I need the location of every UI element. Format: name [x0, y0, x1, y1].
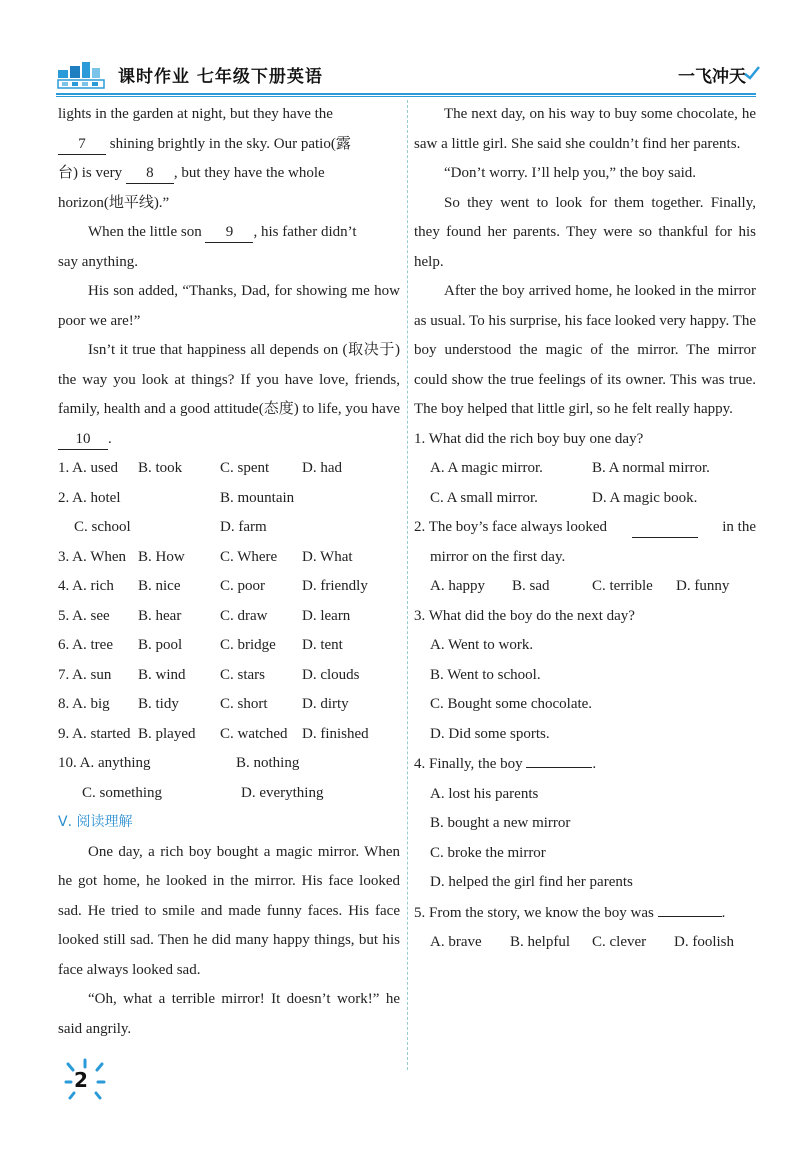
option[interactable]: C. poor [220, 578, 265, 594]
reading-paragraph: After the boy arrived home, he looked in the mirror as usual. To his surprise, his face looked very happy. The boy understood the magic of the mirror. The mirror could show the true feelings of its owner. This was true. The boy helped that little girl, so he felt really happy. [414, 283, 756, 417]
option-row-7 [58, 661, 400, 691]
option[interactable]: B. mountain [220, 489, 295, 506]
option-row-3 [58, 543, 400, 573]
option[interactable]: D. farm [220, 519, 267, 535]
text-line: Isn’t it true that happiness all depends on (取决于) the way you look at things? If you have love, friends, family, health and a good attitude(态度) to life, you have [58, 342, 400, 417]
text-line: . [592, 756, 597, 772]
option[interactable]: A. brave [430, 934, 482, 950]
option[interactable]: D. helped the girl find her parents [430, 874, 633, 890]
option[interactable]: C. watched [220, 725, 288, 742]
answer-blank-5[interactable] [658, 898, 722, 917]
option[interactable]: B. nothing [236, 755, 300, 771]
question-1-options-a [414, 454, 756, 484]
option[interactable]: C. something [82, 784, 163, 801]
reading-paragraph: The next day, on his way to buy some chocolate, he saw a little girl. She said she couldn’t find her parents. [414, 106, 756, 152]
option-row-2 [58, 484, 400, 514]
option[interactable]: A. Went to work. [430, 637, 534, 653]
option[interactable]: D. tent [302, 637, 343, 653]
text-line: lights in the garden at night, but they have the [58, 106, 333, 122]
option[interactable]: A. happy [430, 578, 485, 594]
option[interactable]: D. had [302, 460, 342, 476]
option[interactable]: D. everything [241, 784, 324, 801]
text-line: 台) is very [58, 165, 123, 181]
option[interactable]: C. clever [592, 934, 647, 950]
option[interactable]: C. A small mirror. [430, 489, 538, 506]
option[interactable]: C. spent [220, 460, 270, 476]
option[interactable]: 2. A. hotel [58, 489, 121, 506]
option[interactable]: 4. A. rich [58, 578, 114, 594]
option[interactable]: 5. A. see [58, 607, 110, 624]
option[interactable]: C. school [74, 519, 131, 535]
option-row-6 [58, 631, 400, 661]
passage-paragraph: His son added, “Thanks, Dad, for showing me how poor we are!” [58, 283, 400, 329]
option[interactable]: B. Went to school. [430, 666, 541, 683]
option[interactable]: 7. A. sun [58, 666, 112, 683]
question-5 [414, 898, 756, 929]
header-title: 课时作业 七年级下册英语 [118, 67, 323, 87]
passage-paragraph [58, 218, 400, 277]
option[interactable]: B. nice [138, 578, 181, 594]
option-row-10 [58, 749, 400, 779]
page-number: 2 [74, 1068, 88, 1092]
option[interactable]: B. tidy [138, 696, 179, 712]
option[interactable]: C. stars [220, 666, 265, 683]
option[interactable]: D. foolish [674, 934, 734, 950]
option[interactable]: D. funny [676, 578, 730, 594]
passage-paragraph [58, 100, 400, 218]
question-1-options-b [414, 484, 756, 514]
option[interactable]: D. dirty [302, 696, 349, 712]
option[interactable]: D. Did some sports. [430, 725, 550, 742]
section-title: Ⅴ. 阅读理解 [58, 814, 133, 830]
brand-name: 一飞冲天 [678, 67, 746, 87]
left-column [58, 100, 400, 1044]
blank-8[interactable]: 8 [126, 163, 174, 184]
option-row-5 [58, 602, 400, 632]
option[interactable]: 8. A. big [58, 696, 110, 712]
column-divider [407, 100, 409, 1070]
question-2-cont: mirror on the first day. [430, 548, 566, 565]
option[interactable]: 10. A. anything [58, 755, 151, 771]
question-3: 3. What did the boy do the next day? [414, 607, 635, 624]
option[interactable]: D. finished [302, 725, 369, 742]
text-line: , his father didn’t [253, 224, 357, 240]
text-line: , but they have the whole [173, 165, 325, 181]
text-line: 4. Finally, the boy [414, 756, 523, 772]
option-row-10b [58, 779, 400, 809]
header-rule [56, 93, 756, 95]
blank-7[interactable]: 7 [58, 134, 106, 155]
passage-paragraph [58, 336, 400, 454]
answer-blank-4[interactable] [526, 749, 592, 768]
option[interactable]: C. broke the mirror [430, 844, 546, 861]
option[interactable]: A. lost his parents [430, 785, 539, 802]
option[interactable]: B. A normal mirror. [592, 460, 710, 476]
question-5-options [414, 928, 756, 958]
option[interactable]: B. How [138, 548, 185, 565]
text-line: When the little son [88, 224, 202, 240]
option[interactable]: B. pool [138, 637, 183, 653]
option[interactable]: 9. A. started [58, 725, 131, 742]
option[interactable]: B. sad [512, 578, 550, 594]
book-logo-icon [56, 60, 108, 90]
option[interactable]: B. helpful [510, 934, 570, 950]
blank-10[interactable]: 10 [58, 429, 108, 450]
option[interactable]: C. Bought some chocolate. [430, 696, 593, 712]
text-line: . [721, 904, 726, 921]
question-4 [414, 749, 756, 780]
option[interactable]: B. took [138, 460, 183, 476]
blank-9[interactable]: 9 [205, 222, 253, 243]
question-1: 1. What did the rich boy buy one day? [414, 430, 644, 447]
option[interactable]: C. Where [220, 548, 278, 565]
option[interactable]: D. What [302, 548, 353, 565]
option[interactable]: D. friendly [302, 578, 368, 594]
option[interactable]: C. draw [220, 607, 268, 624]
text-line: 2. The boy’s face always looked [414, 519, 608, 535]
right-column [414, 100, 756, 958]
text-line: horizon(地平线).” [58, 194, 170, 211]
option-row-8 [58, 690, 400, 720]
option-row-1 [58, 454, 400, 484]
option[interactable]: D. learn [302, 607, 351, 624]
option[interactable]: C. bridge [220, 637, 276, 653]
reading-paragraph: One day, a rich boy bought a magic mirror. When he got home, he looked in the mirror. His face looked sad. He tried to smile and made funny faces. His face looked still sad. Then he did many happy things, but his face always looked sad. [58, 843, 400, 978]
option-row-4 [58, 572, 400, 602]
reading-paragraph: So they went to look for them together. Finally, they found her parents. They were so thankful for his help. [414, 194, 756, 270]
option[interactable]: B. bought a new mirror [430, 815, 571, 831]
header-rule-thin [56, 96, 756, 97]
reading-paragraph: “Don’t worry. I’ll help you,” the boy said. [444, 165, 697, 181]
option[interactable]: B. played [138, 725, 196, 742]
checkmark-icon [744, 66, 760, 80]
option[interactable]: 6. A. tree [58, 637, 113, 653]
page-header [0, 0, 800, 98]
option[interactable]: D. clouds [302, 666, 360, 683]
question-2 [414, 513, 756, 543]
text-line: 5. From the story, we know the boy was [414, 904, 654, 921]
text-line: shining brightly in the sky. Our patio(露 [109, 135, 351, 152]
reading-paragraph: “Oh, what a terrible mirror! It doesn’t work!” he said angrily. [58, 991, 400, 1037]
option[interactable]: B. hear [138, 607, 182, 624]
answer-blank-2[interactable] [632, 517, 698, 538]
option[interactable]: B. wind [138, 666, 186, 683]
option[interactable]: D. A magic book. [592, 489, 698, 506]
option[interactable]: 3. A. When [58, 548, 127, 565]
option[interactable]: A. A magic mirror. [430, 460, 543, 476]
option-row-9 [58, 720, 400, 750]
option[interactable]: 1. A. used [58, 460, 118, 476]
text-line: in the [722, 519, 756, 535]
text-line: say anything. [58, 253, 138, 270]
question-2-options [414, 572, 756, 602]
option-row-2b [58, 513, 400, 543]
option[interactable]: C. terrible [592, 578, 653, 594]
text-line: . [108, 430, 112, 447]
option[interactable]: C. short [220, 696, 268, 712]
